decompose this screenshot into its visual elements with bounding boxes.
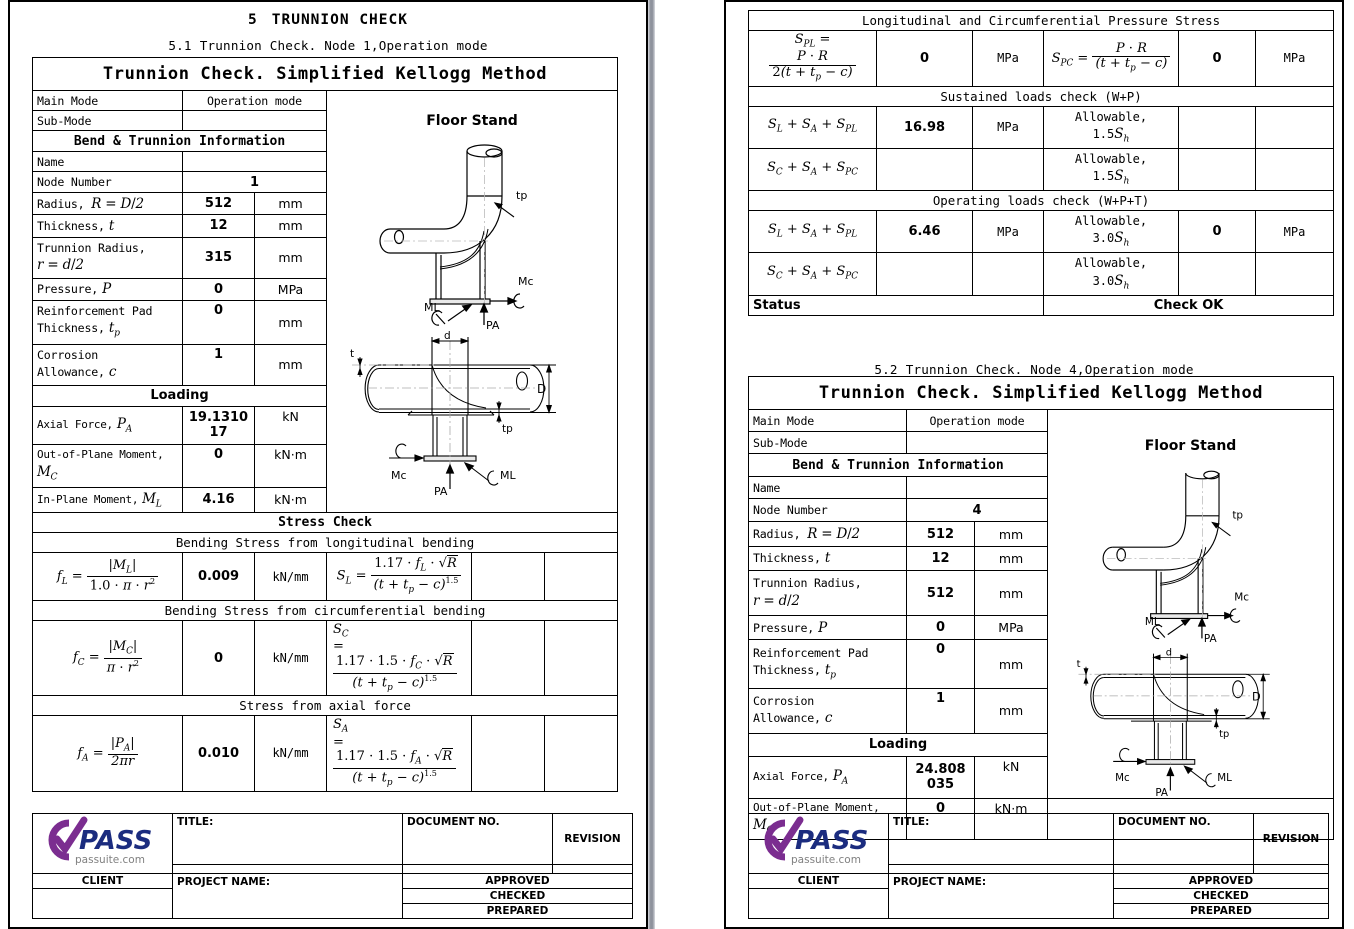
bend-trunnion-info-header-2: Bend & Trunnion Information — [749, 454, 1048, 477]
fc-unit: kN/mm — [255, 621, 327, 696]
client-value — [33, 889, 173, 919]
checked-label-2: CHECKED — [1114, 889, 1329, 904]
status-value: Check OK — [1044, 295, 1334, 315]
spc-unit: MPa — [1256, 31, 1334, 87]
pass-logo-text-2: PASS — [794, 825, 868, 856]
pad-thickness-value: 0 — [183, 300, 255, 344]
title-block-table-2 — [748, 813, 1329, 919]
ip-moment-label: In-Plane Moment, $M_L$ — [33, 487, 183, 512]
axial-force-unit: kN — [255, 406, 327, 444]
sub-mode-value — [183, 111, 327, 131]
cross-section-svg — [334, 330, 610, 512]
axial-force-label: Axial Force, $P_A$ — [33, 406, 183, 444]
axial-force-value-2: 24.808035 — [907, 756, 975, 798]
ip-moment-unit: kN·m — [255, 487, 327, 512]
fl-unit: kN/mm — [255, 553, 327, 601]
trunnion-check-table-node4 — [748, 376, 1334, 840]
loading-header-2: Loading — [749, 733, 1048, 756]
fa-value: 0.010 — [183, 716, 255, 791]
fl-formula: $f_L$ = $\frac{|M_L|}{1.0 \cdot \pi \cdot r^2}$ — [33, 553, 183, 601]
sustained-sl-allowable: Allowable, $1.5S_h$ — [1044, 106, 1179, 148]
label-mc-2: Mc — [391, 469, 407, 482]
node-number-value: 1 — [183, 172, 327, 193]
section-title-2: Trunnion Check. Node 4,Operation mode — [905, 362, 1194, 377]
corrosion-label-2: Corrosion Allowance, c — [749, 688, 907, 733]
operating-sc-allow-unit — [1256, 253, 1334, 295]
label-pa: PA — [485, 319, 499, 332]
sa-value — [472, 716, 545, 791]
sustained-sc-allow-value — [1179, 148, 1256, 190]
radius-value: 512 — [183, 193, 255, 215]
spl-unit: MPa — [973, 31, 1044, 87]
sc-unit — [545, 621, 618, 696]
logo-cell — [33, 814, 173, 874]
sl-unit — [545, 553, 618, 601]
main-mode-value: Operation mode — [183, 91, 327, 111]
sub-mode-label-2: Sub-Mode — [749, 432, 907, 454]
oop-moment-value-2: 0 — [907, 799, 975, 840]
name-label-2: Name — [749, 477, 907, 499]
label-mc-4: Mc — [1114, 772, 1130, 785]
table-row — [33, 91, 618, 111]
floor-stand-drawing-2 — [1048, 438, 1333, 798]
label-D: D — [537, 382, 547, 396]
docno-label: DOCUMENT NO. — [403, 814, 553, 865]
chapter-title: TRUNNION CHECK — [271, 12, 408, 28]
pass-logo-icon — [39, 817, 167, 867]
axial-stress-header: Stress from axial force — [33, 696, 618, 716]
fa-formula: $f_A$ = $\frac{|P_A|}{2\pi r}$ — [33, 716, 183, 791]
label-ml-2: ML — [500, 469, 516, 482]
section-heading-5-2 — [726, 362, 1342, 377]
fc-value: 0 — [183, 621, 255, 696]
pad-thickness-unit-2: mm — [975, 640, 1048, 688]
fa-unit: kN/mm — [255, 716, 327, 791]
table-row — [33, 553, 618, 601]
section-title: Trunnion Check. Node 1,Operation mode — [199, 38, 488, 53]
name-value — [183, 152, 327, 172]
table-row — [749, 148, 1334, 190]
label-d: d — [444, 330, 451, 342]
fl-value: 0.009 — [183, 553, 255, 601]
thickness-unit-2: mm — [975, 546, 1048, 570]
thickness-unit: mm — [255, 215, 327, 237]
client-label: CLIENT — [33, 874, 173, 889]
trunnion-radius-unit: mm — [255, 237, 327, 278]
label-mc: Mc — [517, 275, 534, 288]
floor-stand-drawing — [327, 113, 617, 534]
title-label-2: TITLE: — [889, 814, 1114, 865]
table-row — [749, 106, 1334, 148]
sl-formula: $S_L$ = $\frac{1.17 \cdot f_L \cdot √R}{(t + t_p - c)^{1.5}}$ — [327, 553, 472, 601]
pass-logo-sub: passuite.com — [74, 853, 145, 866]
pad-thickness-value-2: 0 — [907, 640, 975, 688]
oop-moment-label-2: Out-of-Plane Moment, $M_C$ — [749, 799, 907, 840]
radius-value-2: 512 — [907, 522, 975, 546]
radius-unit-2: mm — [975, 522, 1048, 546]
operating-sc-value — [877, 253, 973, 295]
sustained-sc-allow-unit — [1256, 148, 1334, 190]
table-row — [33, 601, 618, 621]
axial-force-unit-2: kN — [975, 756, 1048, 798]
trunnion-radius-value-2: 512 — [907, 571, 975, 616]
name-label: Name — [33, 152, 183, 172]
sub-mode-label: Sub-Mode — [33, 111, 183, 131]
table-row — [749, 295, 1334, 315]
drawing-title: Floor Stand — [426, 113, 518, 129]
corrosion-label: Corrosion Allowance, c — [33, 344, 183, 385]
label-ml-4: ML — [1216, 772, 1232, 785]
pad-thickness-label: Reinforcement Pad Thickness, $t_p$ — [33, 300, 183, 344]
sa-unit — [545, 716, 618, 791]
table-title-row — [33, 58, 618, 91]
prepared-label-2: PREPARED — [1114, 904, 1329, 919]
main-mode-label: Main Mode — [33, 91, 183, 111]
sub-mode-value-2 — [907, 432, 1048, 454]
section-number: 5.1 — [168, 38, 192, 53]
spc-formula: $S_{PC}$ = $\frac{P \cdot R}{(t + t_p - c)}$ — [1044, 31, 1179, 87]
sl-value — [472, 553, 545, 601]
sustained-sc-allowable: Allowable, $1.5S_h$ — [1044, 148, 1179, 190]
client-value-2 — [749, 889, 889, 919]
operating-sl-unit: MPa — [973, 211, 1044, 253]
pressure-label-2: Pressure, P — [749, 616, 907, 640]
page-right — [724, 0, 1344, 929]
sustained-sc-value — [877, 148, 973, 190]
pressure-stress-header: Longitudinal and Circumferential Pressure Stress — [749, 11, 1334, 31]
revision-label: REVISION — [553, 814, 633, 865]
approved-label: APPROVED — [403, 874, 633, 889]
table-row — [749, 11, 1334, 31]
title-block-table — [32, 813, 633, 919]
operating-sl-allowable: Allowable, $3.0S_h$ — [1044, 211, 1179, 253]
pressure-unit-2: MPa — [975, 616, 1048, 640]
table-title-row — [749, 377, 1334, 410]
operating-sc-allow-value — [1179, 253, 1256, 295]
sc-formula: $S_C$ = $\frac{1.17 \cdot 1.5 \cdot f_C \cdot √R}{(t + t_p - c)^{1.5}}$ — [327, 621, 472, 696]
logo-cell-2 — [749, 814, 889, 874]
label-ml-3: ML — [1144, 616, 1160, 629]
pass-logo-text: PASS — [78, 825, 152, 856]
oop-moment-label: Out-of-Plane Moment, $M_C$ — [33, 444, 183, 487]
operating-sl-allow-value: 0 — [1179, 211, 1256, 253]
operating-sl-value: 6.46 — [877, 211, 973, 253]
label-pa-2: PA — [434, 485, 448, 498]
trunnion-check-table-node1 — [32, 57, 618, 792]
label-tp-4: tp — [1218, 729, 1229, 741]
table-row — [749, 211, 1334, 253]
ip-moment-value: 4.16 — [183, 487, 255, 512]
corrosion-value: 1 — [183, 344, 255, 385]
label-d-2: d — [1165, 647, 1172, 659]
main-mode-label-2: Main Mode — [749, 410, 907, 432]
trunnion-radius-unit-2: mm — [975, 571, 1048, 616]
title-label: TITLE: — [173, 814, 403, 865]
stress-check-header: Stress Check — [33, 513, 618, 533]
radius-label-2: Radius, R = D/2 — [749, 522, 907, 546]
prepared-label: PREPARED — [403, 904, 633, 919]
name-value-2 — [907, 477, 1048, 499]
axial-force-value: 19.131017 — [183, 406, 255, 444]
table-row — [749, 31, 1334, 87]
table-row — [749, 410, 1334, 432]
corrosion-unit-2: mm — [975, 688, 1048, 733]
sustained-sl-allow-unit — [1256, 106, 1334, 148]
page-divider — [648, 0, 655, 929]
oop-moment-value: 0 — [183, 444, 255, 487]
checked-label: CHECKED — [403, 889, 633, 904]
trunnion-radius-label: Trunnion Radius, r = d/2 — [33, 237, 183, 278]
loading-header: Loading — [33, 385, 327, 406]
page-left — [8, 0, 648, 929]
chapter-heading — [10, 12, 646, 28]
operating-sl-allow-unit: MPa — [1256, 211, 1334, 253]
pad-thickness-label-2: Reinforcement Pad Thickness, $t_p$ — [749, 640, 907, 688]
thickness-value: 12 — [183, 215, 255, 237]
pressure-unit: MPa — [255, 278, 327, 300]
table-row — [33, 621, 618, 696]
bend-trunnion-info-header: Bend & Trunnion Information — [33, 131, 327, 152]
table-title: Trunnion Check. Simplified Kellogg Method — [33, 58, 618, 91]
label-tp-2: tp — [502, 423, 513, 435]
sustained-sl-unit: MPa — [973, 106, 1044, 148]
label-ml: ML — [423, 301, 440, 314]
table-title-2: Trunnion Check. Simplified Kellogg Method — [749, 377, 1334, 410]
project-label: PROJECT NAME: — [173, 874, 403, 919]
bending-circumferential-header: Bending Stress from circumferential bending — [33, 601, 618, 621]
drawing-cell-2 — [1048, 410, 1334, 799]
sustained-sc-formula: $S_C + S_A + S_{PC}$ — [749, 148, 877, 190]
label-tp-3: tp — [1231, 509, 1243, 522]
spc-value: 0 — [1179, 31, 1256, 87]
table-row — [33, 533, 618, 553]
spl-value: 0 — [877, 31, 973, 87]
section-heading-5-1 — [10, 38, 646, 53]
trunnion-radius-label-2: Trunnion Radius, r = d/2 — [749, 571, 907, 616]
pressure-label: Pressure, P — [33, 278, 183, 300]
node-number-value-2: 4 — [907, 499, 1048, 522]
oop-moment-unit: kN·m — [255, 444, 327, 487]
operating-sc-unit — [973, 253, 1044, 295]
status-label: Status — [749, 295, 1044, 315]
pressure-value-2: 0 — [907, 616, 975, 640]
title-block-left — [32, 813, 632, 919]
label-t-2: t — [1076, 658, 1080, 670]
oop-moment-unit-2: kN·m — [975, 799, 1048, 840]
project-label-2: PROJECT NAME: — [889, 874, 1114, 919]
sustained-loads-header: Sustained loads check (W+P) — [749, 86, 1334, 106]
radius-label: Radius, R = D/2 — [33, 193, 183, 215]
pass-logo-icon-2 — [755, 817, 883, 867]
table-row — [33, 696, 618, 716]
cross-section-svg-2 — [1066, 648, 1316, 798]
pass-logo-sub-2: passuite.com — [790, 853, 861, 866]
label-mc-3: Mc — [1233, 591, 1249, 604]
sc-value — [472, 621, 545, 696]
bending-longitudinal-header: Bending Stress from longitudinal bending — [33, 533, 618, 553]
table-row — [33, 716, 618, 791]
title-block-right — [748, 813, 1328, 919]
operating-sl-formula: $S_L + S_A + S_{PL}$ — [749, 211, 877, 253]
thickness-value-2: 12 — [907, 546, 975, 570]
elbow-trunnion-svg-2 — [1049, 456, 1333, 646]
sustained-sc-unit — [973, 148, 1044, 190]
label-tp: tp — [515, 189, 527, 202]
sustained-sl-formula: $S_L + S_A + S_{PL}$ — [749, 106, 877, 148]
sustained-sl-allow-value — [1179, 106, 1256, 148]
operating-sc-formula: $S_C + S_A + S_{PC}$ — [749, 253, 877, 295]
pressure-stress-table — [748, 10, 1334, 316]
node-number-label: Node Number — [33, 172, 183, 193]
corrosion-unit: mm — [255, 344, 327, 385]
corrosion-value-2: 1 — [907, 688, 975, 733]
thickness-label-2: Thickness, t — [749, 546, 907, 570]
chapter-number: 5 — [248, 12, 258, 28]
table-row — [749, 253, 1334, 295]
trunnion-radius-value: 315 — [183, 237, 255, 278]
node-number-label-2: Node Number — [749, 499, 907, 522]
main-mode-value-2: Operation mode — [907, 410, 1048, 432]
radius-unit: mm — [255, 193, 327, 215]
label-pa-3: PA — [1203, 633, 1217, 646]
spl-formula: $S_{PL}$ = $\frac{P \cdot R}{2(t + t_p - c)}$ — [749, 31, 877, 87]
docno-label-2: DOCUMENT NO. — [1114, 814, 1254, 865]
sustained-sl-value: 16.98 — [877, 106, 973, 148]
sa-formula: $S_A$ = $\frac{1.17 \cdot 1.5 \cdot f_A \cdot √R}{(t + t_p - c)^{1.5}}$ — [327, 716, 472, 791]
revision-label-2: REVISION — [1254, 814, 1329, 865]
elbow-trunnion-svg — [328, 133, 617, 333]
table-row — [749, 191, 1334, 211]
drawing-cell — [327, 91, 618, 513]
label-pa-4: PA — [1154, 787, 1168, 800]
client-label-2: CLIENT — [749, 874, 889, 889]
label-D-2: D — [1251, 690, 1261, 704]
label-t: t — [350, 348, 355, 360]
fc-formula: $f_C$ = $\frac{|M_C|}{\pi \cdot r^2}$ — [33, 621, 183, 696]
operating-sc-allowable: Allowable, $3.0S_h$ — [1044, 253, 1179, 295]
approved-label-2: APPROVED — [1114, 874, 1329, 889]
pad-thickness-unit: mm — [255, 300, 327, 344]
axial-force-label-2: Axial Force, $P_A$ — [749, 756, 907, 798]
table-row — [749, 86, 1334, 106]
section-number-2: 5.2 — [874, 362, 898, 377]
drawing-title-2: Floor Stand — [1144, 438, 1237, 454]
pressure-value: 0 — [183, 278, 255, 300]
thickness-label: Thickness, t — [33, 215, 183, 237]
operating-loads-header: Operating loads check (W+P+T) — [749, 191, 1334, 211]
